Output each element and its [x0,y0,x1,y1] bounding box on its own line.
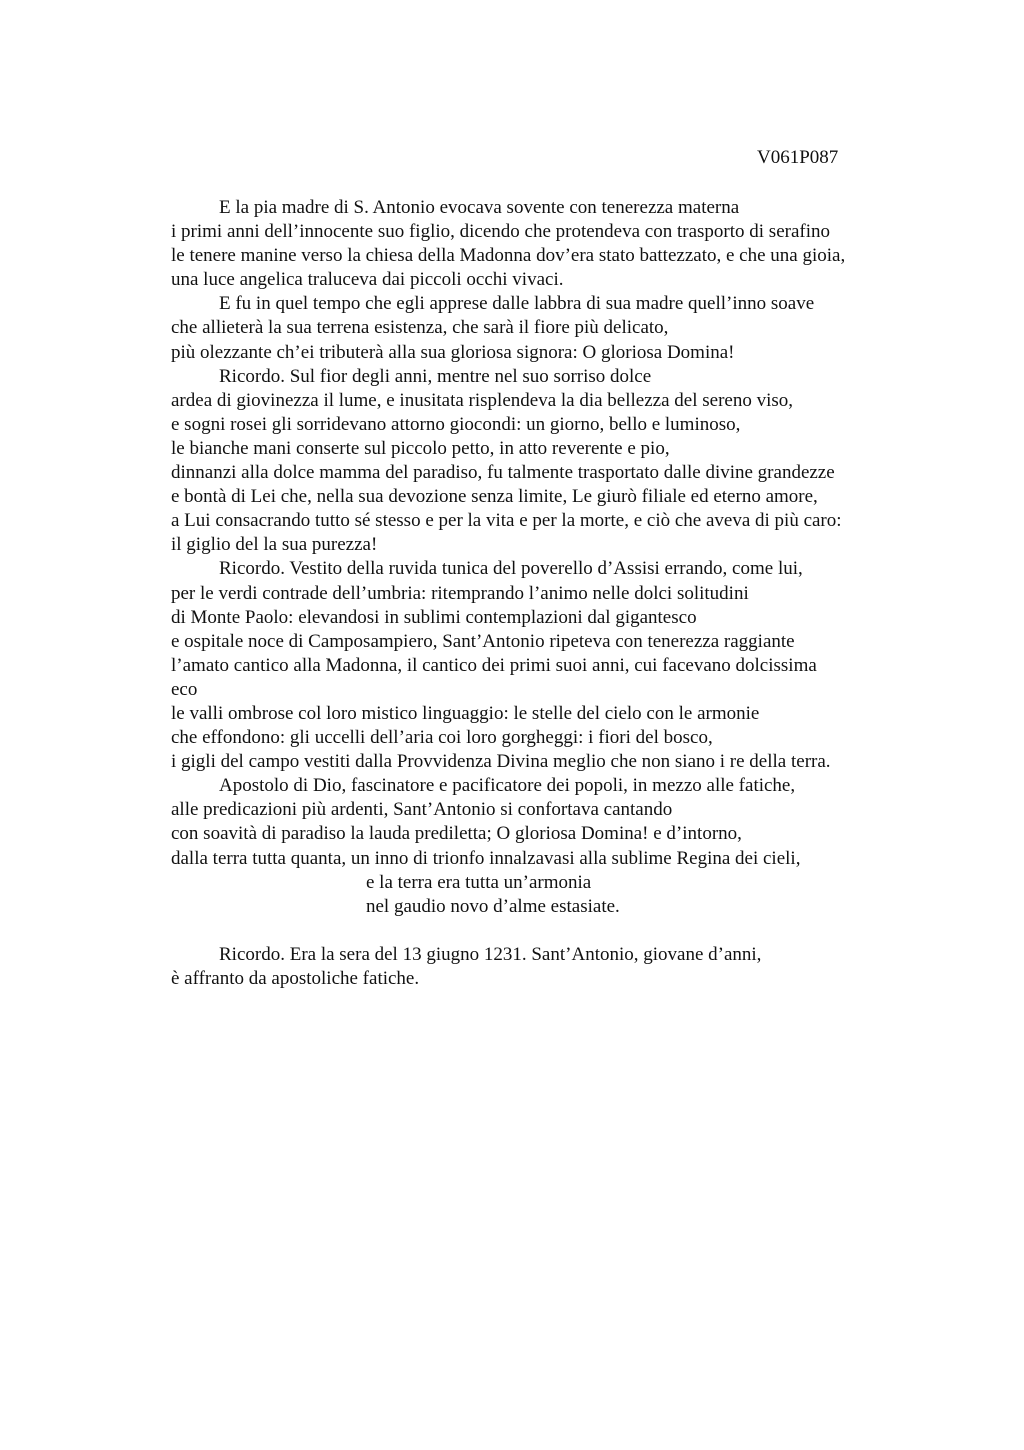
document-body [171,196,931,991]
text-line: con soavità di paradiso la lauda prediletta; O gloriosa Domina! e d’intorno, [171,823,742,845]
text-line: è affranto da apostoliche fatiche. [171,968,420,989]
text-line: dinnanzi alla dolce mamma del paradiso, fu talmente trasportato dalle divine grandezze [171,462,835,484]
text-line: eco [171,678,198,700]
text-line: Ricordo. Sul fior degli anni, mentre nel suo sorriso dolce [219,365,652,387]
text-line: più olezzante ch’ei tributerà alla sua gloriosa signora: O gloriosa Domina! [171,341,735,363]
text-line: a Lui consacrando tutto sé stesso e per la vita e per la morte, e ciò che aveva di più caro: [171,510,842,532]
page-identifier: V061P087 [757,147,839,168]
text-line: e bontà di Lei che, nella sua devozione senza limite, Le giurò filiale ed eterno amore, [171,486,818,508]
text-line: le tenere manine verso la chiesa della Madonna dov’era stato battezzato, e che una gioia, [171,245,846,267]
text-line: il giglio del la sua purezza! [171,534,378,556]
text-line: Ricordo. Era la sera del 13 giugno 1231. Sant’Antonio, giovane d’anni, [219,943,762,965]
text-line: alle predicazioni più ardenti, Sant’Antonio si confortava cantando [171,799,673,821]
text-line: E la pia madre di S. Antonio evocava sovente con tenerezza materna [219,197,740,218]
blank-line [171,919,931,943]
verse-line: e la terra era tutta un’armonia [366,871,592,893]
text-line: Ricordo. Vestito della ruvida tunica del poverello d’Assisi errando, come lui, [219,558,803,580]
text-line: le valli ombrose col loro mistico linguaggio: le stelle del cielo con le armonie [171,702,760,724]
text-line: che effondono: gli uccelli dell’aria coi loro gorgheggi: i fiori del bosco, [171,727,713,749]
text-line: ardea di giovinezza il lume, e inusitata risplendeva la dia bellezza del sereno viso, [171,389,793,411]
text-line: i gigli del campo vestiti dalla Provvidenza Divina meglio che non siano i re della terra. [171,751,831,773]
text-line: Apostolo di Dio, fascinatore e pacificatore dei popoli, in mezzo alle fatiche, [219,775,796,797]
text-line: l’amato cantico alla Madonna, il cantico dei primi suoi anni, cui facevano dolcissima [171,654,817,676]
text-line: E fu in quel tempo che egli apprese dalle labbra di sua madre quell’inno soave [219,293,815,315]
text-line: una luce angelica traluceva dai piccoli occhi vivaci. [171,269,564,291]
text-line: i primi anni dell’innocente suo figlio, dicendo che protendeva con trasporto di serafino [171,221,830,243]
text-line: di Monte Paolo: elevandosi in sublimi contemplazioni dal gigantesco [171,606,697,628]
text-line: e sogni rosei gli sorridevano attorno giocondi: un giorno, bello e luminoso, [171,413,741,435]
verse-line: nel gaudio novo d’alme estasiate. [366,895,620,917]
text-line: che allieterà la sua terrena esistenza, che sarà il fiore più delicato, [171,317,669,339]
text-line: le bianche mani conserte sul piccolo petto, in atto reverente e pio, [171,437,670,459]
text-line: per le verdi contrade dell’umbria: ritemprando l’animo nelle dolci solitudini [171,582,749,604]
text-line: dalla terra tutta quanta, un inno di trionfo innalzavasi alla sublime Regina dei cieli, [171,847,801,869]
text-line: e ospitale noce di Camposampiero, Sant’Antonio ripeteva con tenerezza raggiante [171,630,795,652]
